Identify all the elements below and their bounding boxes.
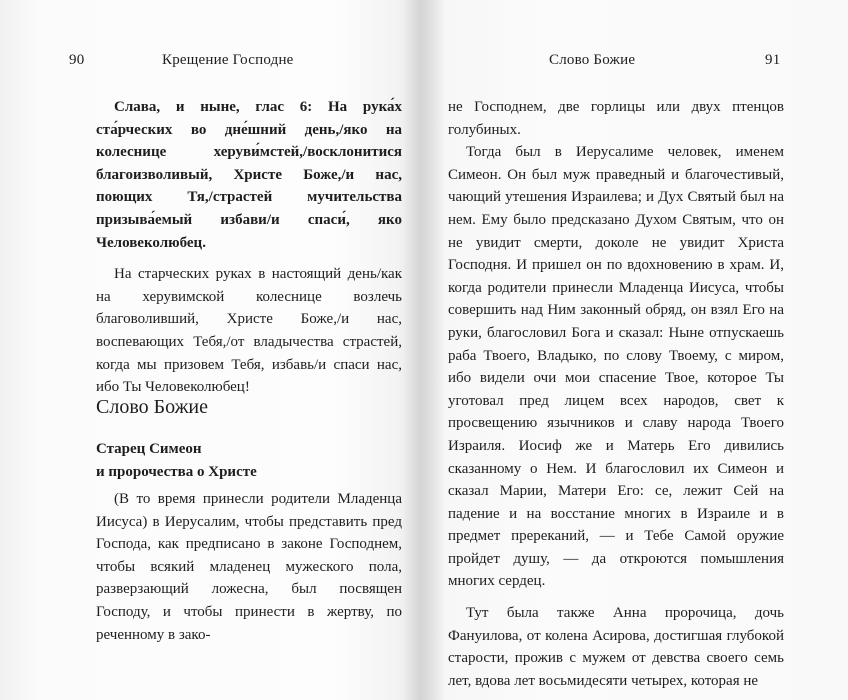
subheading-line-2: и пророчества о Христе: [96, 463, 257, 480]
left-page-number: 90: [69, 52, 85, 68]
section-heading: Слово Божие: [96, 396, 209, 418]
subheading-line-1: Старец Симеон: [96, 441, 202, 457]
anna-paragraph: Тут была также Анна пророчица, дочь Фануилова, от колена Асирова, достигшая глубокой старости, прожив с мужем от девства своего семь лет, вдова лет восьмидесяти четырех, которая не: [448, 605, 784, 689]
left-running-title: Крещение Господне: [162, 52, 294, 68]
left-body: [96, 96, 402, 399]
simeon-paragraph: Тогда был в Иерусалиме человек, именем Симеон. Он был муж праведный и благочестивый, чающий утешения Израилева; и Дух Святый был на нем. Ему было предсказано Духом Святым, что он не увидит смерти, доколе не увидит Христа Господня. И пришел он по вдохновению в храм. И, когда родители принесли Младенца Иисуса, чтобы совершить над Ним законный обряд, он взял Его на руки, благословил Бога и сказал: Ныне отпускаешь раба Твоего, Владыко, по слову Твоему, с миром, ибо видели очи мои спасение Твое, которое Ты уготовал пред лицем всех народов, свет к просвещению язычников и славу народа Твоего Израиля. Иосиф же и Матерь Его дивились сказанному о Нем. И благословил их Симеон и сказал Марии, Матери Его: се, лежит Сей на падение и на восстание многих в Израиле и в предмет пререканий, — и Тебе Самой оружие пройдет душу, — да откроются помышления многих сердец.: [448, 144, 784, 590]
right-body: [448, 96, 784, 692]
troparion: Слава, и ныне, глас 6: На рука́х ста́рческих во дне́шний день,/яко на колеснице херуви́мстей,/восклонитися благоизволивый, Христе Боже,/и нас, поющих Тя,/страстей мучительства призыва́емый избави/и спаси́, яко Человеколюбец.: [96, 99, 402, 251]
story-start: [96, 488, 402, 646]
right-running-title: Слово Божие: [549, 52, 636, 68]
right-page-number: 91: [765, 52, 781, 68]
subheading: [96, 438, 402, 483]
troparion-translation: На старческих руках в настоящий день/как на херувимской колеснице возлечь благоволивший, Христе Боже,/и нас, воспевающих Тебя,/от владычества страстей, когда мы призовем Тебя, избавь/и спаси нас, ибо Ты Человеколюбец!: [96, 266, 402, 396]
book-gutter: [404, 0, 444, 700]
continuation-paragraph: не Господнем, две горлицы или двух птенцов голубиных.: [448, 99, 784, 138]
story-paragraph: (В то время принесли родители Младенца Иисуса) в Иерусалим, чтобы представить пред Господа, как предписано в законе Господнем, чтобы всякий младенец мужеского пола, разверзающий ложесна, был посвящен Господу, и чтобы принести в жертву, по реченному в зако-: [96, 491, 402, 643]
